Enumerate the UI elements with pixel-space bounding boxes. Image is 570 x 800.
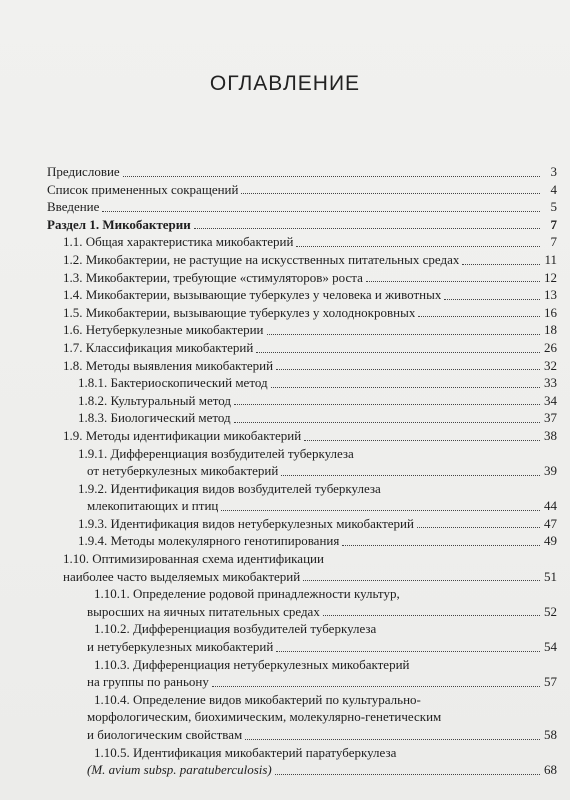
toc-entry-1-4[interactable] [47, 286, 557, 304]
toc-entry-text: 1.2. Микобактерии, не растущие на искусственных питательных средах [63, 251, 460, 267]
toc-entry-1-7[interactable] [47, 339, 557, 357]
toc-page-number: 3 [550, 164, 557, 179]
toc-entry-text: 1.9.1. Дифференциация возбудителей туберкулеза [78, 445, 354, 461]
toc-entry-1-9[interactable] [47, 427, 557, 445]
toc-entry-1-8-2[interactable] [47, 392, 557, 410]
toc-page-number: 49 [544, 533, 557, 549]
toc-entry-preface[interactable] [47, 163, 557, 181]
toc-entry-text: 1.9.2. Идентификация видов возбудителей туберкулеза [78, 480, 381, 496]
toc-entry-text-continued: на группы по раньону [87, 674, 209, 690]
dot-leader [276, 369, 540, 370]
dot-leader [123, 176, 540, 177]
toc-entry-text-continued: и биологическим свойствам [87, 727, 243, 742]
dot-leader [342, 545, 540, 546]
toc-page-number: 13 [544, 287, 557, 303]
toc-entry-text: 1.1. Общая характеристика микобактерий [63, 234, 294, 250]
dot-leader [212, 686, 540, 687]
toc-page-number: 58 [544, 727, 557, 742]
toc-page-number: 12 [544, 269, 557, 285]
toc-entry-1-9-4[interactable] [47, 532, 557, 550]
toc-entry-introduction[interactable] [47, 198, 557, 216]
toc-page-number: 38 [544, 427, 557, 443]
toc-entry-1-10-1[interactable] [47, 585, 557, 620]
toc-page-number: 18 [544, 322, 557, 338]
toc-entry-text: Введение [47, 199, 100, 215]
toc-entry-text: 1.5. Микобактерии, вызывающие туберкулез у холоднокровных [63, 304, 416, 320]
toc-entry-text: 1.8.3. Биологический метод [78, 410, 231, 426]
toc-entry-text-continued: млекопитающих и птиц [87, 498, 219, 514]
toc-entry-1-10-3[interactable] [47, 656, 557, 691]
toc-entry-text: Раздел 1. Микобактерии [47, 216, 191, 232]
dot-leader [275, 774, 540, 775]
dot-leader [234, 422, 540, 423]
toc-entry-section-1[interactable] [47, 216, 557, 234]
toc-page-number: 44 [544, 498, 557, 514]
dot-leader [303, 580, 540, 581]
toc-entry-1-10-4[interactable] [47, 691, 557, 744]
dot-leader [194, 228, 540, 229]
toc-page-number: 54 [544, 639, 557, 655]
toc-page-number: 37 [544, 410, 557, 426]
dot-leader [444, 299, 540, 300]
dot-leader [245, 739, 540, 740]
toc-entry-1-10[interactable] [47, 550, 557, 585]
toc-entry-text: 1.10. Оптимизированная схема идентификации [63, 551, 324, 567]
toc-entry-text: 1.6. Нетуберкулезные микобактерии [63, 322, 264, 338]
toc-entry-text: 1.7. Классификация микобактерий [63, 339, 254, 355]
toc-entry-1-8-1[interactable] [47, 374, 557, 392]
table-of-contents [47, 163, 557, 779]
toc-entry-text: Предисловие [47, 164, 120, 179]
toc-entry-1-9-3[interactable] [47, 515, 557, 533]
toc-page-number: 39 [544, 463, 557, 479]
toc-page-number: 52 [544, 603, 557, 619]
toc-entry-text: 1.8.2. Культуральный метод [78, 392, 231, 408]
dot-leader [281, 475, 540, 476]
dot-leader [323, 615, 540, 616]
toc-entry-text: 1.3. Микобактерии, требующие «стимуляторов» роста [63, 269, 363, 285]
toc-entry-text-continued: (M. avium subsp. paratuberculosis) [87, 762, 272, 778]
toc-entry-text: Список примененных сокращений [47, 181, 239, 197]
toc-entry-1-9-1[interactable] [47, 445, 557, 480]
toc-page-number: 51 [544, 568, 557, 584]
toc-page-number: 68 [544, 762, 557, 778]
toc-entry-1-2[interactable] [47, 251, 557, 269]
toc-entry-text: 1.10.3. Дифференциация нетуберкулезных микобактерий [94, 656, 410, 672]
dot-leader [276, 651, 540, 652]
toc-page-number: 34 [544, 392, 557, 408]
toc-entry-text: 1.10.4. Определение видов микобактерий по культурально- [94, 691, 421, 707]
dot-leader [366, 281, 540, 282]
toc-entry-text-continued: выросших на яичных питательных средах [87, 603, 320, 619]
toc-entry-1-3[interactable] [47, 269, 557, 287]
toc-page-number: 32 [544, 357, 557, 373]
dot-leader [267, 334, 540, 335]
dot-leader [304, 440, 540, 441]
toc-entry-text-continued: наиболее часто выделяемых микобактерий [63, 568, 301, 584]
toc-entry-text: 1.9.3. Идентификация видов нетуберкулезных микобактерий [78, 515, 414, 531]
toc-entry-text: 1.4. Микобактерии, вызывающие туберкулез у человека и животных [63, 287, 442, 303]
toc-entry-text: 1.9. Методы идентификации микобактерий [63, 427, 302, 443]
dot-leader [256, 352, 540, 353]
toc-page-number: 11 [544, 251, 557, 267]
toc-entry-text: 1.10.1. Определение родовой принадлежности культур, [94, 586, 400, 602]
toc-page-number: 7 [550, 234, 557, 250]
dot-leader [234, 404, 540, 405]
toc-entry-text-continued: и нетуберкулезных микобактерий [87, 639, 274, 655]
toc-entry-text: 1.10.2. Дифференциация возбудителей туберкулеза [94, 621, 377, 637]
toc-entry-1-8-3[interactable] [47, 409, 557, 427]
toc-entry-text: 1.9.4. Методы молекулярного генотипирования [78, 533, 340, 549]
page-title: ОГЛАВЛЕНИЕ [209, 72, 361, 95]
toc-entry-text: 1.8. Методы выявления микобактерий [63, 357, 274, 373]
toc-page-number: 26 [544, 339, 557, 355]
dot-leader [417, 527, 540, 528]
toc-entry-text-middle: морфологическим, биохимическим, молекулярно-генетическим [87, 709, 442, 725]
toc-entry-1-6[interactable] [47, 321, 557, 339]
toc-entry-1-10-2[interactable] [47, 620, 557, 655]
toc-page-number: 16 [544, 304, 557, 320]
toc-entry-1-9-2[interactable] [47, 480, 557, 515]
toc-entry-1-5[interactable] [47, 304, 557, 322]
dot-leader [418, 316, 540, 317]
dot-leader [221, 510, 540, 511]
dot-leader [271, 387, 540, 388]
toc-page-number: 7 [550, 216, 557, 232]
dot-leader [296, 246, 540, 247]
toc-entry-1-1[interactable] [47, 233, 557, 251]
toc-page-number: 33 [544, 375, 557, 391]
toc-entry-1-8[interactable] [47, 357, 557, 375]
toc-page-number: 57 [544, 674, 557, 690]
toc-entry-text: 1.8.1. Бактериоскопический метод [78, 375, 268, 391]
dot-leader [102, 211, 540, 212]
toc-page-number: 4 [550, 181, 557, 197]
dot-leader [241, 193, 540, 194]
toc-entry-abbreviations[interactable] [47, 181, 557, 199]
toc-entry-text-continued: от нетуберкулезных микобактерий [87, 463, 279, 479]
toc-entry-1-10-5[interactable] [47, 744, 557, 779]
toc-page-number: 5 [550, 199, 557, 215]
toc-page-number: 47 [544, 515, 557, 531]
toc-entry-text: 1.10.5. Идентификация микобактерий паратуберкулеза [94, 744, 397, 760]
dot-leader [462, 264, 540, 265]
